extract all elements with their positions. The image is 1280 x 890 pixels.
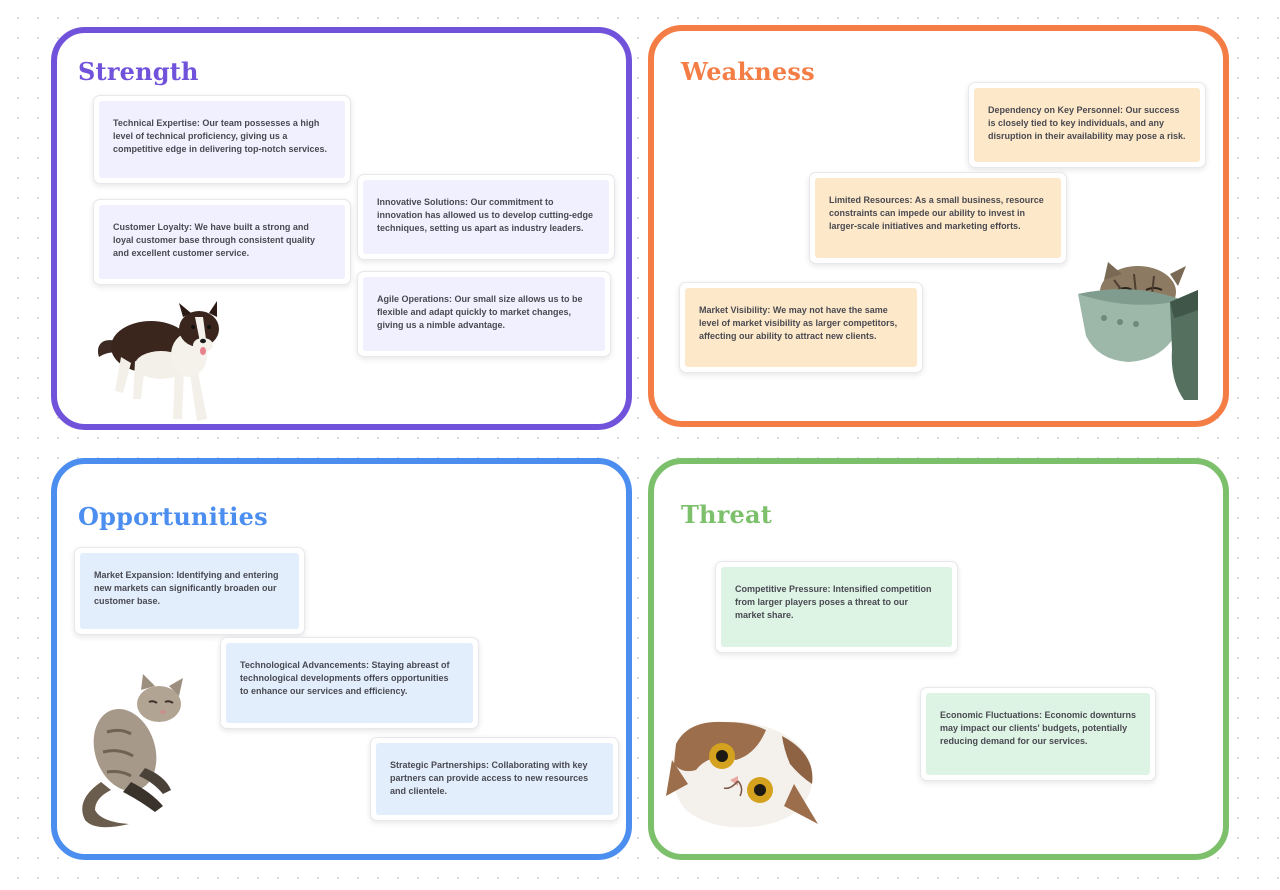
opportunities-note-technological-advancements[interactable] [220, 637, 479, 729]
strength-note-technical-expertise[interactable] [93, 95, 351, 184]
opportunities-note-text: Technological Advancements: Staying abreast of technological developments offers opportunities to enhance our services and efficiency. [226, 643, 473, 723]
opportunities-note-strategic-partnerships[interactable] [370, 737, 619, 821]
threat-note-text: Competitive Pressure: Intensified competition from larger players poses a threat to our market share. [721, 567, 952, 647]
strength-note-innovative-solutions[interactable] [357, 174, 615, 260]
threat-title[interactable]: Threat [681, 500, 773, 529]
threat-note-economic-fluctuations[interactable] [920, 687, 1156, 781]
weakness-note-text: Limited Resources: As a small business, resource constraints can impede our ability to invest in larger-scale initiatives and marketing efforts. [815, 178, 1061, 258]
opportunities-quadrant[interactable] [51, 458, 632, 860]
strength-note-agile-operations[interactable] [357, 271, 611, 357]
strength-note-customer-loyalty[interactable] [93, 199, 351, 285]
weakness-title[interactable]: Weakness [681, 57, 815, 86]
strength-title[interactable]: Strength [78, 57, 199, 86]
strength-note-text: Agile Operations: Our small size allows us to be flexible and adapt quickly to market changes, giving us a nimble advantage. [363, 277, 605, 351]
surprised-cat-sticker-image[interactable] [666, 714, 822, 834]
weakness-note-text: Dependency on Key Personnel: Our success is closely tied to key individuals, and any disruption in their availability may pose a risk. [974, 88, 1200, 162]
threat-quadrant[interactable] [648, 458, 1229, 860]
opportunities-title[interactable]: Opportunities [78, 502, 268, 531]
sleeping-cat-sticker-image[interactable] [71, 672, 199, 832]
weakness-note-text: Market Visibility: We may not have the same level of market visibility as larger competitors, affecting our ability to attract new clients. [685, 288, 917, 367]
strength-quadrant[interactable] [51, 27, 632, 430]
threat-note-text: Economic Fluctuations: Economic downturns may impact our clients' budgets, potentially reducing demand for our services. [926, 693, 1150, 775]
dog-sticker-image[interactable] [89, 295, 239, 427]
threat-note-competitive-pressure[interactable] [715, 561, 958, 653]
weakness-quadrant[interactable] [648, 25, 1229, 427]
strength-note-text: Customer Loyalty: We have built a strong and loyal customer base through consistent quality and excellent customer service. [99, 205, 345, 279]
opportunities-note-text: Market Expansion: Identifying and entering new markets can significantly broaden our customer base. [80, 553, 299, 629]
opportunities-note-text: Strategic Partnerships: Collaborating with key partners can provide access to new resources and clientele. [376, 743, 613, 815]
strength-note-text: Technical Expertise: Our team possesses a high level of technical proficiency, giving us a competitive edge in delivering top-notch services. [99, 101, 345, 178]
strength-note-text: Innovative Solutions: Our commitment to innovation has allowed us to develop cutting-edge techniques, setting us apart as industry leaders. [363, 180, 609, 254]
cat-in-bowl-sticker-image[interactable] [1074, 260, 1204, 404]
weakness-note-dependency-on-key-personnel[interactable] [968, 82, 1206, 168]
opportunities-note-market-expansion[interactable] [74, 547, 305, 635]
weakness-note-market-visibility[interactable] [679, 282, 923, 373]
weakness-note-limited-resources[interactable] [809, 172, 1067, 264]
